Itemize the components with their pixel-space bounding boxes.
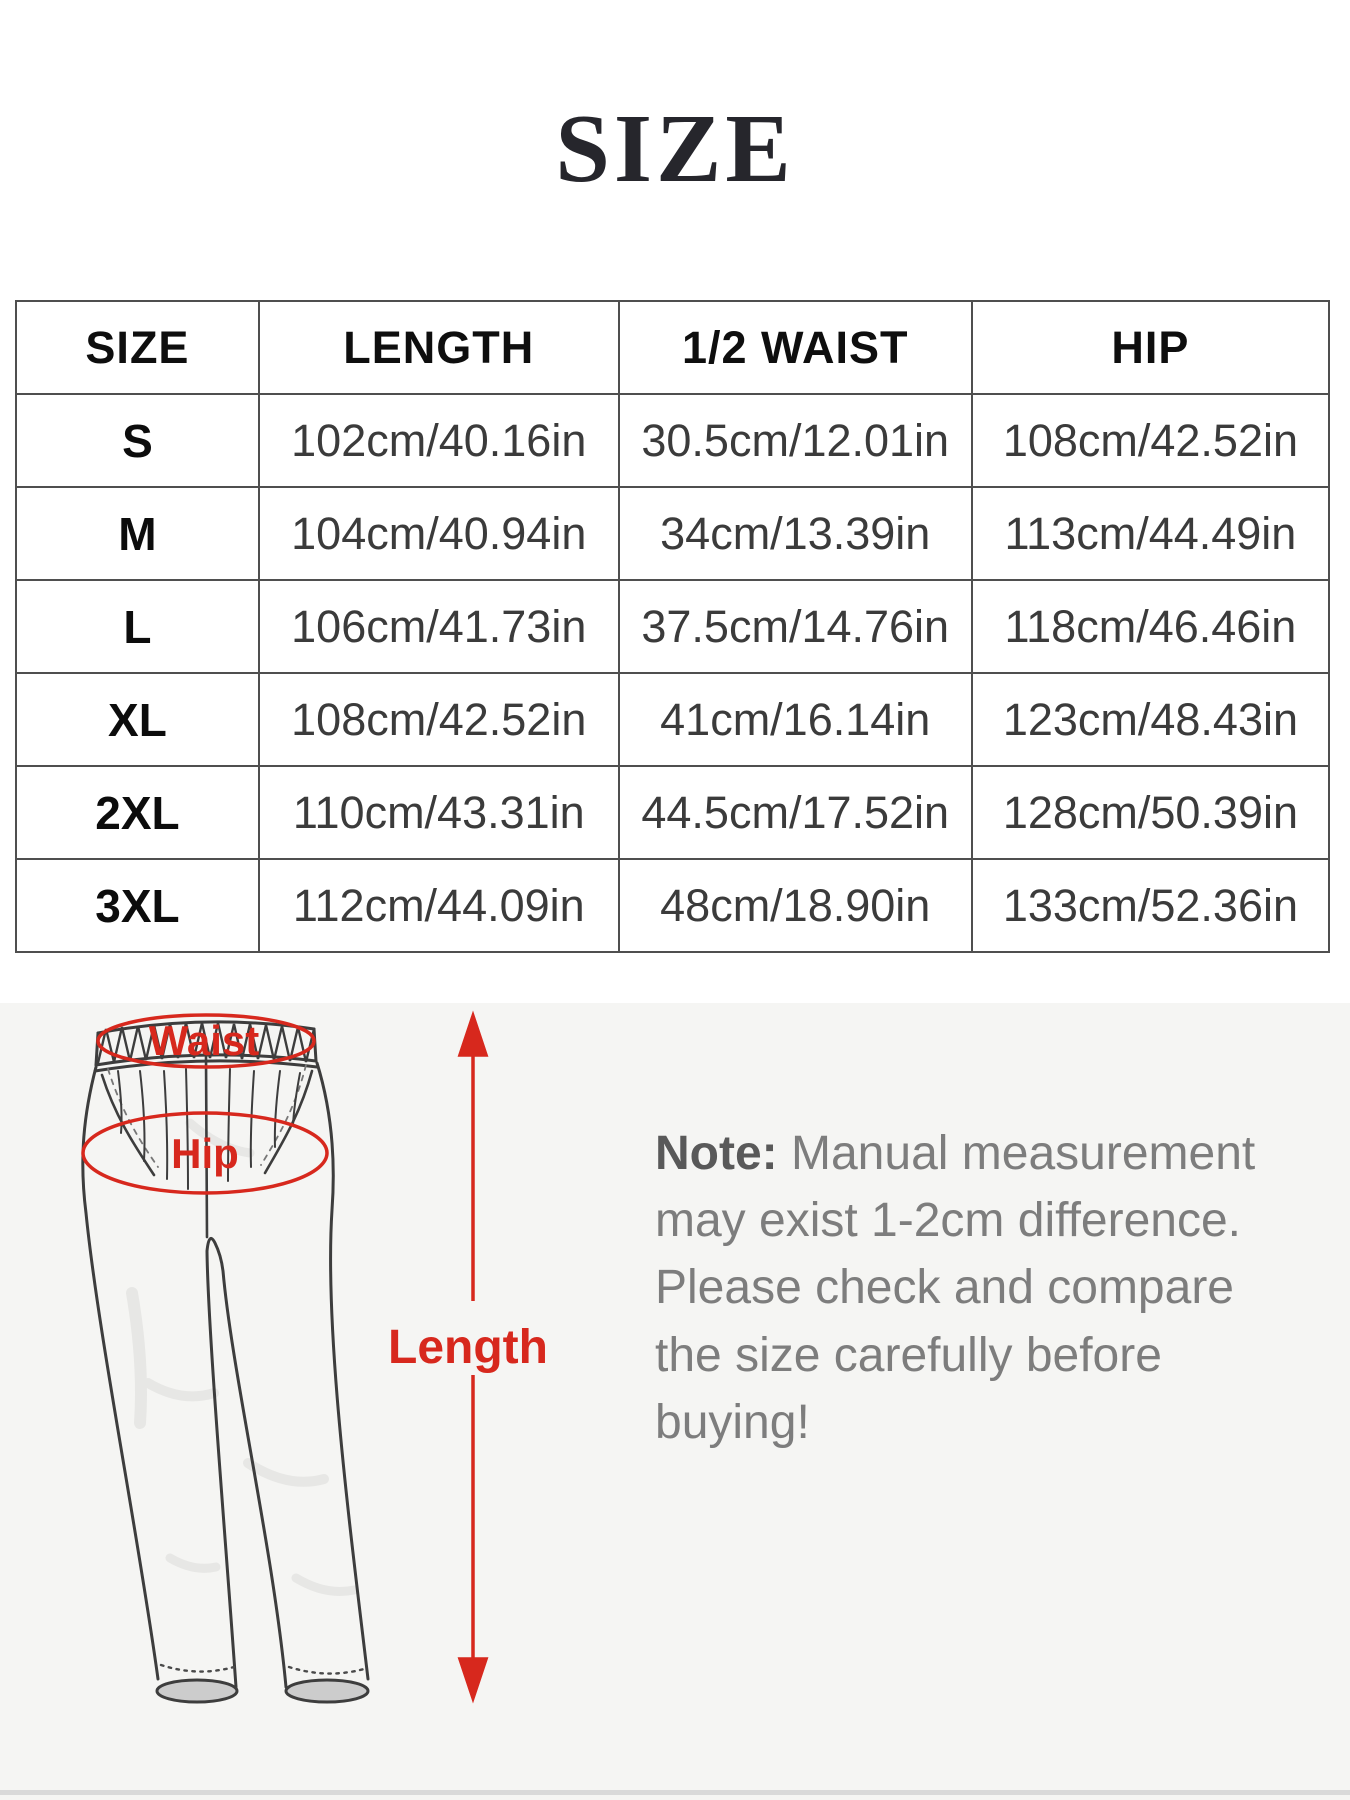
size-cell: L (16, 580, 259, 673)
note-label: Note: (655, 1127, 778, 1180)
half-waist-cell: 37.5cm/14.76in (619, 580, 972, 673)
size-cell: M (16, 487, 259, 580)
header-hip: HIP (972, 301, 1329, 394)
note-text (655, 1120, 1310, 1456)
table-row (16, 487, 1329, 580)
hip-cell: 123cm/48.43in (972, 673, 1329, 766)
page-title: SIZE (555, 95, 795, 203)
half-waist-cell: 41cm/16.14in (619, 673, 972, 766)
fabric-shading (132, 1123, 354, 1592)
table-row (16, 394, 1329, 487)
half-waist-cell: 48cm/18.90in (619, 859, 972, 952)
header-half-waist: 1/2 WAIST (619, 301, 972, 394)
hip-label: Hip (171, 1130, 239, 1177)
header-length: LENGTH (259, 301, 619, 394)
size-cell: 2XL (16, 766, 259, 859)
size-cell: XL (16, 673, 259, 766)
length-label: Length (388, 1321, 548, 1374)
waist-label: Waist (148, 1017, 260, 1064)
half-waist-cell: 44.5cm/17.52in (619, 766, 972, 859)
pants-diagram (40, 1003, 600, 1723)
length-cell: 102cm/40.16in (259, 394, 619, 487)
table-row (16, 859, 1329, 952)
hip-cell: 128cm/50.39in (972, 766, 1329, 859)
hip-cell: 108cm/42.52in (972, 394, 1329, 487)
length-cell: 106cm/41.73in (259, 580, 619, 673)
header-row (16, 301, 1329, 394)
hip-cell: 133cm/52.36in (972, 859, 1329, 952)
length-cell: 108cm/42.52in (259, 673, 619, 766)
length-cell: 112cm/44.09in (259, 859, 619, 952)
length-cell: 104cm/40.94in (259, 487, 619, 580)
bottom-divider (0, 1790, 1350, 1795)
size-table (15, 300, 1330, 953)
note-body: Manual measurement may exist 1-2cm difference. Please check and compare the size carefully before buying! (655, 1127, 1256, 1449)
hip-cell: 118cm/46.46in (972, 580, 1329, 673)
length-cell: 110cm/43.31in (259, 766, 619, 859)
table-row (16, 673, 1329, 766)
size-cell: S (16, 394, 259, 487)
hip-cell: 113cm/44.49in (972, 487, 1329, 580)
half-waist-cell: 34cm/13.39in (619, 487, 972, 580)
header-size: SIZE (16, 301, 259, 394)
pants-cuffs (157, 1680, 368, 1702)
table-row (16, 580, 1329, 673)
table-row (16, 766, 1329, 859)
half-waist-cell: 30.5cm/12.01in (619, 394, 972, 487)
size-cell: 3XL (16, 859, 259, 952)
